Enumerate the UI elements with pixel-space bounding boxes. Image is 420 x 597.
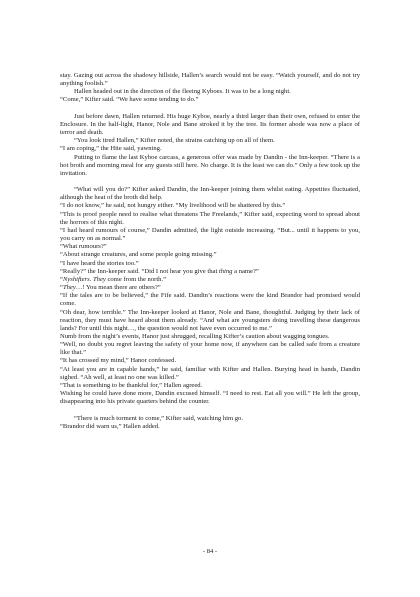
paragraph (60, 88, 360, 96)
paragraph (60, 366, 360, 382)
italic-text: They (62, 284, 76, 292)
text-run: “Really?” the Inn-keeper said. “Did I not hear you give that (60, 267, 219, 275)
text-run: “There is much torment to come,” Kifter said, watching him go. (74, 414, 244, 422)
text-run: “I am coping,” the Hite said, yawning. (60, 145, 162, 153)
paragraph (60, 415, 360, 423)
paragraph (60, 423, 360, 431)
paragraph (60, 284, 360, 292)
text-run: “What will you do?” Kifter asked Dandin, the Inn-keeper joining them whilst eating. Appetites fluctuated, although the heat of the broth did help. (60, 186, 360, 202)
text-run: “I do not know,” he said, not hungry either. “My livelihood will be shattered by this.” (60, 202, 286, 210)
text-run: . (89, 275, 93, 283)
paragraph (60, 145, 360, 153)
paragraph (60, 341, 360, 357)
text-run: Just before dawn, Hallen returned. His huge Kyboe, nearly a third larger than their own, refused to enter the Enclosure. In the half-light, Hanor, Nole and Bane stroked it by the tree. Its former abode was now a place of terror and death. (60, 112, 360, 137)
paragraph (60, 186, 360, 202)
paragraph (60, 309, 360, 333)
paragraph (60, 243, 360, 251)
text-run: “This is proof people need to realise what threatens The Freelands,” Kifter said, expecting word to spread about the horrors of this night. (60, 210, 360, 226)
paragraph (60, 333, 360, 341)
paragraph (60, 382, 360, 390)
text-run: “Well, no doubt you regret leaving the safety of your home now, if anywhere can be called safe from a creature like that.” (60, 341, 360, 357)
paragraph (60, 227, 360, 243)
text-run: Numb from the night’s events, Hanor just shrugged, recalling Kifter’s caution about wagging tongues. (60, 332, 330, 340)
italic-text: thing (218, 267, 233, 275)
paragraph (60, 96, 360, 104)
paragraph (60, 211, 360, 227)
paragraph (60, 251, 360, 259)
paragraph-gap (60, 406, 360, 414)
paragraph (60, 268, 360, 276)
text-run: “Oh dear, how terrible.” The Inn-keeper looked at Hanor, Nole and Bane, thoughtful. Judging by their lack of reaction, they must have heard about them already. “And what are youngsters doing travelling these dangerous lands? For until this night…, the question would not have even occurred to me.” (60, 308, 360, 332)
text-run: Putting to flame the last Kyboe carcass, a generous offer was made by Dandin - the Inn-keeper. “There is a hot broth and morning meal for any guests still here. No charge. It is the least we can do.” Only a few took up the invitation. (60, 153, 360, 177)
paragraph-gap (60, 178, 360, 186)
paragraph (60, 276, 360, 284)
text-run: “Brandor did warn us,” Hallen added. (60, 422, 160, 430)
page-number: - 84 - (202, 548, 218, 555)
paragraph (60, 113, 360, 137)
text-run: “About strange creatures, and some people going missing.” (60, 251, 217, 259)
text-run: “I have heard the stories too.” (60, 259, 139, 267)
text-run: “If the tales are to be believed,” the Fife said. Dandin’s reactions were the kind Brandor had promised would come. (60, 292, 360, 308)
text-run: “At least you are in capable hands,” he said, familiar with Kifter and Hallen. Burying head in hands, Dandin sighed. “Ah well, at least no one was killed.” (60, 365, 360, 381)
text-run: “ (60, 284, 63, 292)
italic-text: They (92, 275, 106, 283)
text-run: Wishing he could have done more, Dandin excused himself. “I need to rest. Eat all you will.” He left the group, disappearing into his private quarters behind the counter. (60, 390, 360, 406)
paragraph (60, 390, 360, 406)
paragraph (60, 260, 360, 268)
text-run: “It has crossed my mind,” Hanor confessed. (60, 357, 177, 365)
paragraph (60, 202, 360, 210)
paragraph (60, 72, 360, 88)
paragraph (60, 137, 360, 145)
text-run: Hallen headed out in the direction of the fleeing Kyboes. It was to be a long night. (74, 88, 291, 96)
italic-text: Nyshifters (62, 275, 90, 283)
text-run: “You look tired Hallen,” Kifter noted, the strains catching up on all of them. (74, 137, 275, 145)
paragraph (60, 357, 360, 365)
text-run: “I had heard rumours of course,” Dandin admitted, the light outside increasing. “But... until it happens to you, you carry on as normal.” (60, 226, 360, 243)
text-run: …! You mean there are others?” (75, 284, 161, 292)
text-run: “Come,” Kifter said. “We have some tending to do.” (60, 96, 199, 104)
paragraph (60, 292, 360, 308)
page-body-text (60, 72, 360, 431)
text-run: “ (60, 275, 63, 283)
text-run: come from the north.” (105, 275, 167, 283)
text-run: “What rumours?” (60, 243, 107, 251)
text-run: a name?” (232, 267, 259, 275)
text-run: stay. Gazing out across the shadowy hillside, Hallen’s search would not be easy. “Watch yourself, and do not try anything foolish.” (60, 72, 360, 88)
paragraph-gap (60, 105, 360, 113)
text-run: “That is something to be thankful for,” Hallen agreed. (60, 381, 203, 389)
paragraph (60, 154, 360, 178)
